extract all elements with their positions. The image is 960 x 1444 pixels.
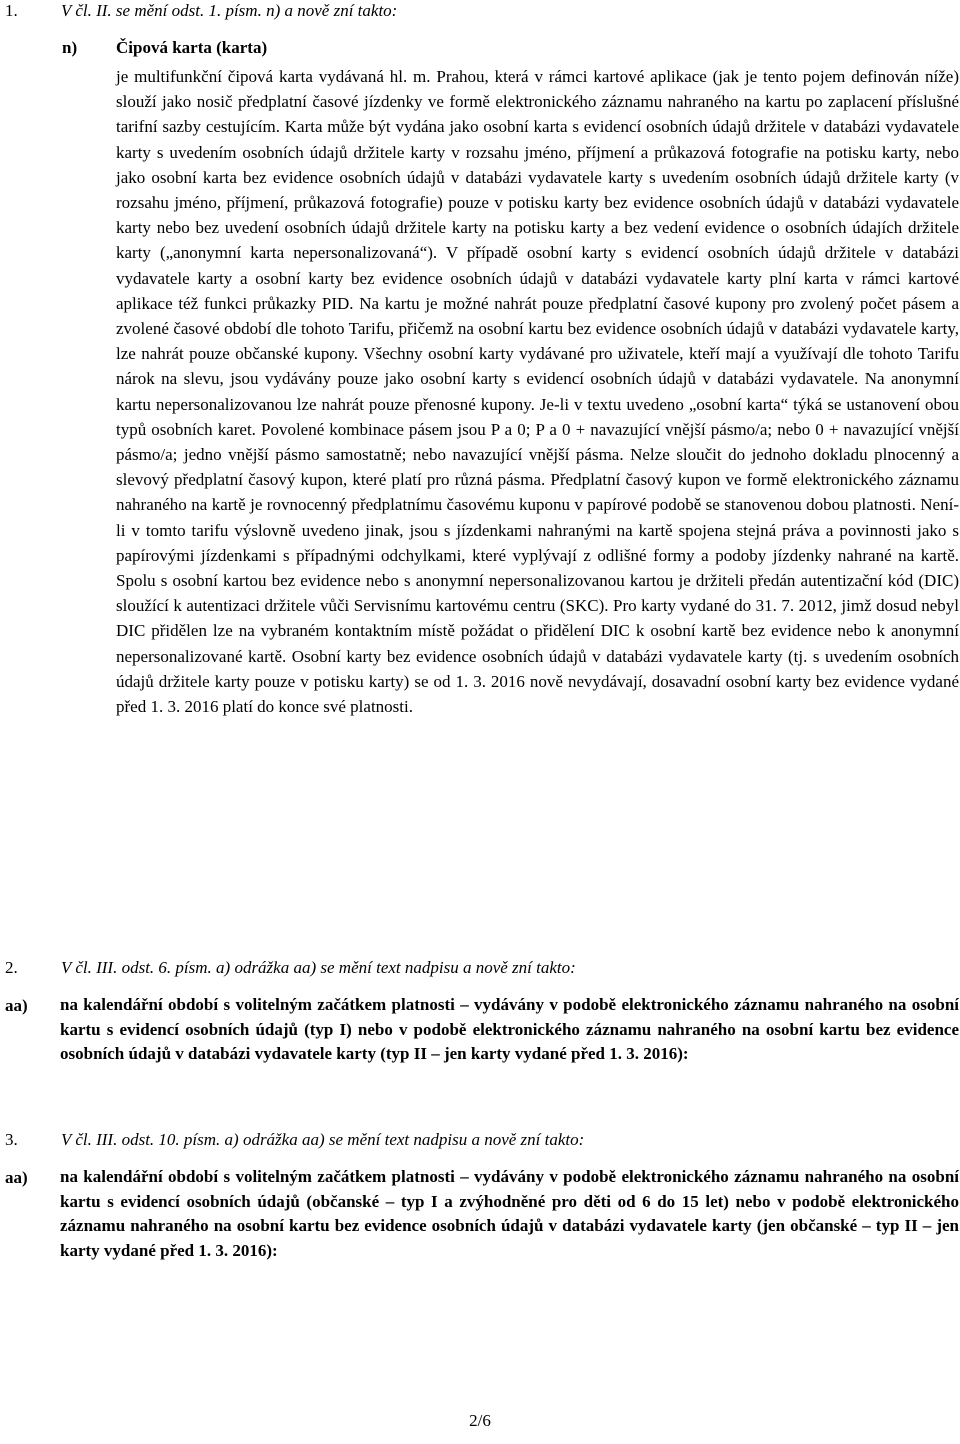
item-2-heading-text: V čl. III. odst. 6. písm. a) odrážka aa) se mění text nadpisu a nově zní takto: xyxy=(61,958,576,977)
item-2-sub-label: aa) xyxy=(5,996,28,1015)
item-1-heading xyxy=(5,0,397,22)
item-1-body: je multifunkční čipová karta vydávaná hl. m. Prahou, která v rámci kartové aplikace (jak je tento pojem definován níže) slouží jako nosič předplatní časové jízdenky ve formě elektronického záznamu nahraného na kartu po zaplacení příslušné tarifní sazby cestujícím. Karta může být vydána jako osobní karta s evidencí osobních údajů držitele v databázi vydavatele karty s uvedením osobních údajů držitele karty v rozsahu jméno, příjmení a průkazová fotografie na potisku karty, nebo jako osobní karta bez evidence osobních údajů v databázi vydavatele karty s uvedením osobních údajů držitele karty (v rozsahu jméno, příjmení, průkazová fotografie) pouze v potisku karty bez evidence osobních údajů v databázi vydavatele karty nebo bez uvedení osobních údajů držitele karty na potisku karty a bez vedení evidence o osobních údajích držitele karty („anonymní karta nepersonalizovaná“). V případě osobní karty s evidencí osobních údajů držitele v databázi vydavatele karty a osobní karty bez evidence osobních údajů v databázi vydavatele karty plní karta v rámci kartové aplikace též funkci průkazky PID. Na kartu je možné nahrát pouze předplatní časové kupony pro zvolený počet pásem a zvolené časové období dle tohoto Tarifu, přičemž na osobní kartu bez evidence osobních údajů v databázi vydavatele karty, lze nahrát pouze občanské kupony. Všechny osobní karty vydávané pro uživatele, kteří mají a využívají dle tohoto Tarifu nárok na slevu, jsou vydávány pouze jako osobní karty s evidencí osobních údajů v databázi vydavatele. Na anonymní kartu nepersonalizovanou lze nahrát pouze přenosné kupony. Je-li v textu uvedeno „osobní karta“ týká se ustanovení obou typů osobních karet. Povolené kombinace pásem jsou P a 0; P a 0 + navazující vnější pásmo/a; nebo 0 + navazující vnější pásmo/a; jedno vnější pásmo samostatně; nebo navazující vnější pásma. Nelze sloučit do jednoho dokladu plnocenný a slevový předplatní časový kupon, které platí pro různá pásma. Předplatní časový kupon ve formě elektronického záznamu nahraného na kartě je rovnocenný předplatnímu časovému kuponu v papírové podobě se stanovenou dobou platnosti. Není-li v tomto tarifu výslovně uvedeno jinak, jsou s jízdenkami nahranými na kartě spojena stejná práva a povinnosti jako s papírovými jízdenkami s případnými odchylkami, které vyplývají z odlišné formy a podoby jízdenky nahrané na kartě. Spolu s osobní kartou bez evidence nebo s anonymní nepersonalizovanou kartou je držiteli předán autentizační kód (DIC) sloužící k autentizaci držitele vůči Servisnímu kartovému centru (SKC). Pro karty vydané do 31. 7. 2012, jimž dosud nebyl DIC přidělen lze na vybraném kontaktním místě požádat o přidělení DIC k osobní kartě bez evidence nebo k anonymní nepersonalizované kartě. Osobní karty bez evidence osobních údajů v databázi vydavatele karty (tj. s uvedením osobních údajů držitele karty pouze v potisku karty) se od 1. 3. 2016 nově nevydávají, dosavadní osobní karty bez evidence vydané před 1. 3. 2016 platí do konce své platnosti. xyxy=(116,67,959,717)
item-2-body: na kalendářní období s volitelným začátkem platnosti – vydávány v podobě elektronického záznamu nahraného na osobní kartu s evidencí osobních údajů (typ I) nebo v podobě elektronického záznamu nahraného na osobní kartu bez evidence osobních údajů v databázi vydavatele karty (typ II – jen karty vydané před 1. 3. 2016): xyxy=(60,995,959,1064)
item-1-number: 1. xyxy=(5,1,18,20)
item-2-heading xyxy=(5,957,576,979)
item-3-body: na kalendářní období s volitelným začátkem platnosti – vydávány v podobě elektronického záznamu nahraného na osobní kartu s evidencí osobních údajů (občanské – typ I a zvýhodněné pro děti od 6 do 15 let) nebo v podobě elektronického záznamu nahraného na osobní kartu bez evidence osobních údajů v databázi vydavatele karty (jen občanské – typ II – jen karty vydané před 1. 3. 2016): xyxy=(60,1167,959,1260)
item-3-sub-label: aa) xyxy=(5,1168,28,1187)
item-1-heading-text: V čl. II. se mění odst. 1. písm. n) a nově zní takto: xyxy=(61,1,398,20)
item-3-heading xyxy=(5,1129,584,1151)
item-1-sub-label: n) xyxy=(62,38,78,57)
page-number: 2/6 xyxy=(469,1411,491,1430)
item-1-sub-title: Čipová karta (karta) xyxy=(116,38,268,57)
item-2-number: 2. xyxy=(5,958,18,977)
item-3-number: 3. xyxy=(5,1130,18,1149)
item-3-heading-text: V čl. III. odst. 10. písm. a) odrážka aa) se mění text nadpisu a nově zní takto: xyxy=(61,1130,585,1149)
